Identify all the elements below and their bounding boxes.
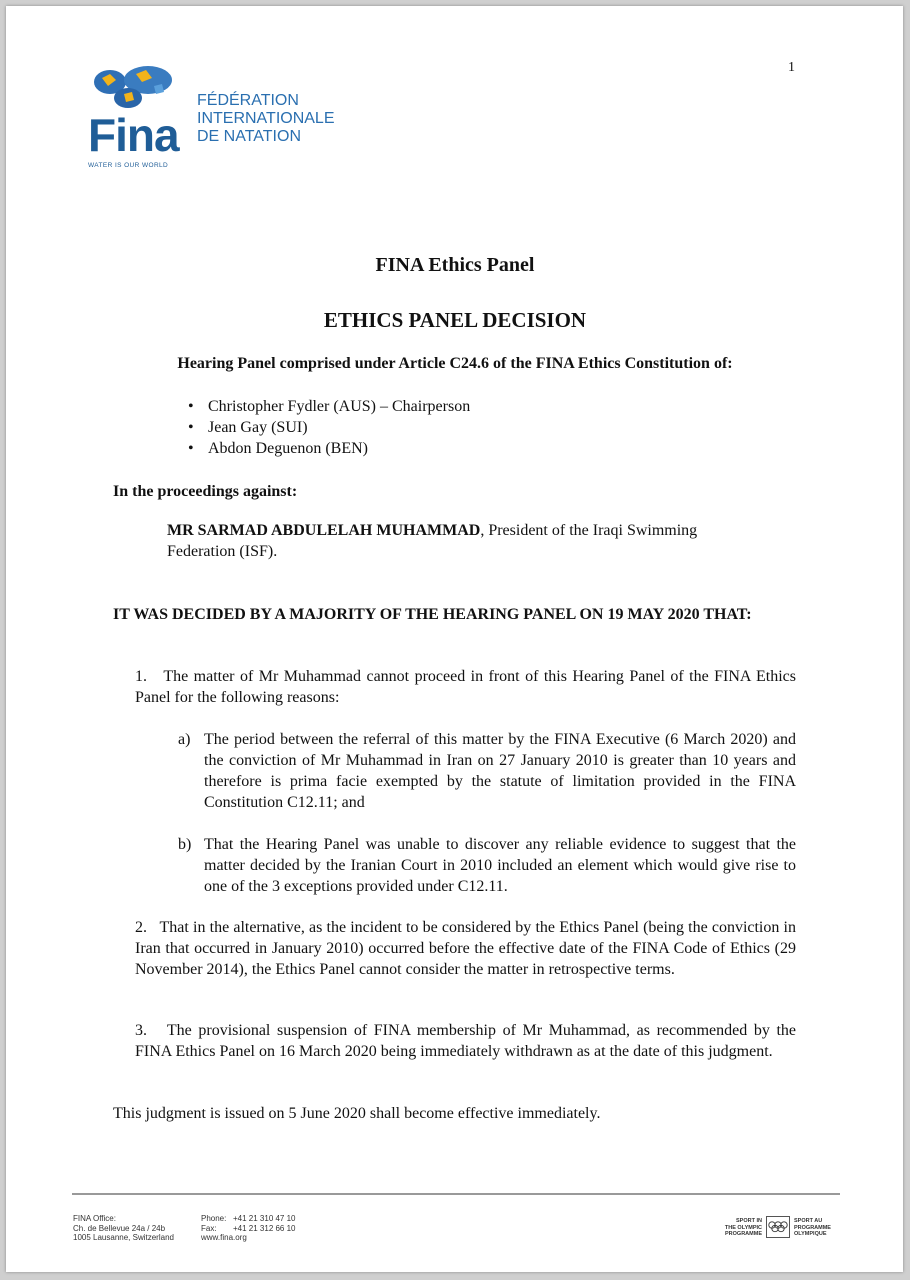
page-number: 1 (788, 60, 795, 75)
item-number: 1. (135, 668, 147, 685)
olympic-line: PROGRAMME (725, 1231, 762, 1237)
list-item: • Christopher Fydler (AUS) – Chairperson (188, 396, 470, 417)
respondent-paragraph (167, 520, 767, 562)
org-line: DE NATATION (197, 128, 301, 145)
fax-number: +41 21 312 66 10 (233, 1223, 296, 1233)
address-line: Ch. de Bellevue 24a / 24b (73, 1223, 166, 1233)
subitem-label: b) (178, 836, 192, 853)
olympic-line: OLYMPIQUE (794, 1231, 827, 1237)
olympic-line: SPORT AU (794, 1218, 823, 1224)
footer-contact-values (233, 1214, 296, 1233)
respondent-name: MR SARMAD ABDULELAH MUHAMMAD (167, 522, 481, 539)
fax-label: Fax: (201, 1223, 217, 1233)
footer-address (73, 1214, 174, 1243)
olympic-line: SPORT IN (736, 1218, 762, 1224)
document-page (6, 6, 903, 1272)
globe-icon (88, 64, 174, 114)
item-number: 2. (135, 919, 147, 936)
decision-item-2 (135, 917, 796, 980)
logo-wordmark: Fina (88, 109, 179, 161)
decision-item-3 (135, 1020, 796, 1062)
item-text: The provisional suspension of FINA membership of Mr Muhammad, as recommended by the FINA Ethics Panel on 16 March 2020 being immediately withdrawn as at the date of this judgment. (135, 1022, 797, 1060)
logo-tagline: WATER IS OUR WORLD (88, 162, 169, 169)
phone-number: +41 21 310 47 10 (233, 1214, 296, 1223)
olympic-rings-icon (766, 1216, 790, 1238)
decision-heading: IT WAS DECIDED BY A MAJORITY OF THE HEARING PANEL ON 19 MAY 2020 THAT: (113, 606, 752, 623)
footer-divider (72, 1193, 840, 1195)
subitem-b-text: That the Hearing Panel was unable to discover any reliable evidence to suggest that the matter decided by the Iranian Court in 2010 included an element which would give rise to one of the 3 exceptions provided under C12.11. (204, 836, 796, 895)
list-item: • Abdon Deguenon (BEN) (188, 438, 470, 459)
item-number: 3. (135, 1022, 147, 1039)
decision-item-1 (135, 666, 796, 708)
subitem-a-text: The period between the referral of this matter by the FINA Executive (6 March 2020) and the conviction of Mr Muhammad in Iran on 27 January 2010 is greater than 10 years and therefore is prima facie exempted by the statute of limitation provided in the FINA Constitution C12.11; and (204, 731, 796, 811)
olympic-line: THE OLYMPIC (724, 1224, 762, 1231)
address-line: FINA Office: (73, 1214, 116, 1223)
org-line: INTERNATIONALE (197, 110, 335, 127)
panel-heading: Hearing Panel comprised under Article C24.6 of the FINA Ethics Constitution of: (177, 355, 733, 372)
org-line: FÉDÉRATION (197, 92, 299, 109)
document-title: FINA Ethics Panel (375, 254, 535, 276)
olympic-programme-badge (716, 1216, 840, 1242)
olympic-text-fr (794, 1218, 840, 1238)
olympic-line: PROGRAMME (794, 1224, 831, 1231)
phone-label: Phone: (201, 1214, 227, 1223)
item-text: The matter of Mr Muhammad cannot proceed in front of this Hearing Panel of the FINA Ethics Panel for the following reasons: (135, 668, 796, 706)
list-item: • Jean Gay (SUI) (188, 417, 470, 438)
respondent-description: , President of the Iraqi Swimming Federation (ISF). (167, 522, 698, 560)
olympic-text-en (716, 1218, 762, 1238)
item-text: That in the alternative, as the incident to be considered by the Ethics Panel (being the conviction in Iran that occurred in January 2010) occurred before the effective date of the FINA Code of Ethics (29 November 2014), the Ethics Panel cannot consider the matter in retrospective terms. (135, 919, 796, 978)
document-subtitle: ETHICS PANEL DECISION (323, 308, 587, 332)
closing-statement: This judgment is issued on 5 June 2020 shall become effective immediately. (113, 1105, 601, 1122)
address-line: 1005 Lausanne, Switzerland (73, 1233, 174, 1242)
panel-members-list (188, 396, 470, 459)
website-link[interactable]: www.fina.org (201, 1233, 247, 1242)
subitem-label: a) (178, 731, 191, 748)
fina-logo (84, 64, 354, 174)
proceedings-label: In the proceedings against: (113, 483, 298, 500)
organization-name (197, 92, 335, 146)
